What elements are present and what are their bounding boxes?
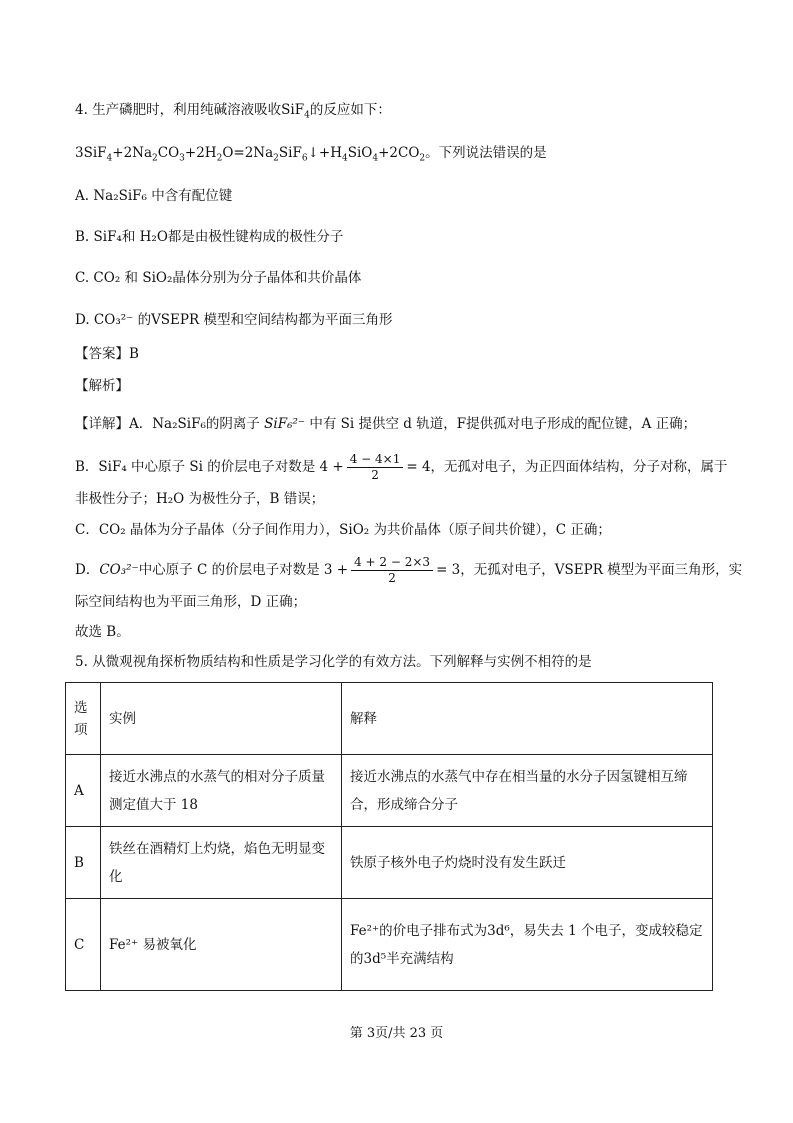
row-option: B — [66, 827, 101, 899]
row-explain: 接近水沸点的水蒸气中存在相当量的水分子因氢键相互缔合，形成缔合分子 — [342, 755, 713, 827]
detail-d-text: 中心原子 C 的价层电子对数是 3 + — [138, 562, 349, 578]
q4-stem-end: 的反应如下： — [309, 102, 391, 118]
table-row — [66, 899, 713, 991]
q4-analysis-label: 【解析】 — [75, 378, 129, 394]
eq-part: CO — [157, 145, 180, 161]
detail-d-end: = 3，无孤对电子，VSEPR 模型为平面三角形，实 — [436, 562, 743, 578]
row-option: C — [66, 899, 101, 991]
detail-d-prefix: D． — [75, 562, 100, 578]
q5-table — [65, 682, 713, 991]
eq-sub: 2 — [152, 153, 158, 164]
header-option: 选项 — [66, 683, 101, 755]
fraction-denominator: 2 — [371, 468, 379, 482]
q4-detail-a — [75, 414, 696, 434]
q4-detail-d2: 际空间结构也为平面三角形，D 正确； — [75, 594, 307, 610]
eq-part: 3SiF — [75, 145, 107, 161]
eq-sub: 2 — [273, 153, 279, 164]
eq-part: O=2Na — [222, 145, 274, 161]
fraction-denominator: 2 — [388, 571, 396, 585]
table-row — [66, 755, 713, 827]
q4-option-b: B. SiF₄和 H₂O都是由极性键构成的极性分子 — [75, 229, 344, 245]
fraction-numerator: 4 − 4×1 — [347, 452, 404, 468]
q4-detail-c: C．CO₂ 晶体为分子晶体（分子间作用力），SiO₂ 为共价晶体（原子间共价键），C 正确； — [75, 522, 611, 538]
q4-equation — [75, 143, 547, 163]
eq-sub: 3 — [179, 153, 185, 164]
page-footer: 第 3页/共 23 页 — [349, 1026, 444, 1041]
detail-b-text: B．SiF₄ 中心原子 Si 的价层电子对数是 4 + — [75, 459, 344, 475]
q4-stem-text: 4. 生产磷肥时，利用纯碱溶液吸收SiF — [75, 102, 305, 118]
eq-sub: 2 — [419, 153, 426, 164]
q4-detail-b2: 非极性分子；H₂O 为极性分子，B 错误； — [75, 491, 325, 507]
q5-stem: 5. 从微观视角探析物质结构和性质是学习化学的有效方法。下列解释与实例不相符的是 — [75, 654, 592, 670]
eq-part: SiF — [278, 145, 302, 161]
fraction-numerator: 4 + 2 − 2×3 — [351, 555, 433, 571]
eq-part: +2Na — [112, 145, 153, 161]
eq-sub: 2 — [216, 153, 223, 164]
eq-sub: 6 — [301, 153, 308, 164]
eq-part: SiO — [347, 145, 373, 161]
table-header-row — [66, 683, 713, 755]
table-row — [66, 827, 713, 899]
q4-option-a: A. Na₂SiF₆ 中含有配位键 — [75, 188, 233, 204]
ion-formula: CO₃²⁻ — [99, 562, 139, 578]
q4-option-d: D. CO₃²⁻ 的VSEPR 模型和空间结构都为平面三角形 — [75, 312, 393, 328]
eq-part: +2CO — [378, 145, 420, 161]
row-explain: 铁原子核外电子灼烧时没有发生跃迁 — [342, 827, 713, 899]
row-example: 铁丝在酒精灯上灼烧，焰色无明显变化 — [101, 827, 342, 899]
q4-conclusion: 故选 B。 — [75, 624, 130, 640]
fraction — [347, 452, 404, 483]
eq-sub: 4 — [341, 153, 348, 164]
detail-a-text: 【详解】A．Na₂SiF₆的阴离子 — [75, 416, 260, 432]
row-example: 接近水沸点的水蒸气的相对分子质量测定值大于 18 — [101, 755, 342, 827]
eq-sub: 4 — [372, 153, 379, 164]
fraction — [351, 555, 433, 586]
detail-b-end: = 4，无孤对电子，为正四面体结构，分子对称，属于 — [406, 459, 728, 475]
row-option: A — [66, 755, 101, 827]
q4-stem-sub: 4 — [304, 110, 310, 121]
q4-option-c: C. CO₂ 和 SiO₂晶体分别为分子晶体和共价晶体 — [75, 270, 362, 286]
row-explain: Fe²⁺的价电子排布式为3d⁶，易失去 1 个电子，变成较稳定的3d⁵半充满结构 — [342, 899, 713, 991]
detail-a-end: 中有 Si 提供空 d 轨道，F提供孤对电子形成的配位键，A 正确； — [309, 416, 697, 432]
eq-part: ↓+H — [307, 145, 342, 161]
q4-detail-d — [75, 555, 742, 586]
eq-sub: 4 — [106, 153, 113, 164]
q4-stem — [75, 100, 391, 120]
ion-formula: SiF₆²⁻ — [264, 416, 306, 432]
header-explain: 解释 — [342, 683, 713, 755]
header-example: 实例 — [101, 683, 342, 755]
row-example: Fe²⁺ 易被氧化 — [101, 899, 342, 991]
q4-detail-b — [75, 452, 728, 483]
eq-tail: 。下列说法错误的是 — [425, 145, 547, 161]
eq-part: +2H — [184, 145, 217, 161]
q4-answer: 【答案】B — [75, 346, 139, 362]
